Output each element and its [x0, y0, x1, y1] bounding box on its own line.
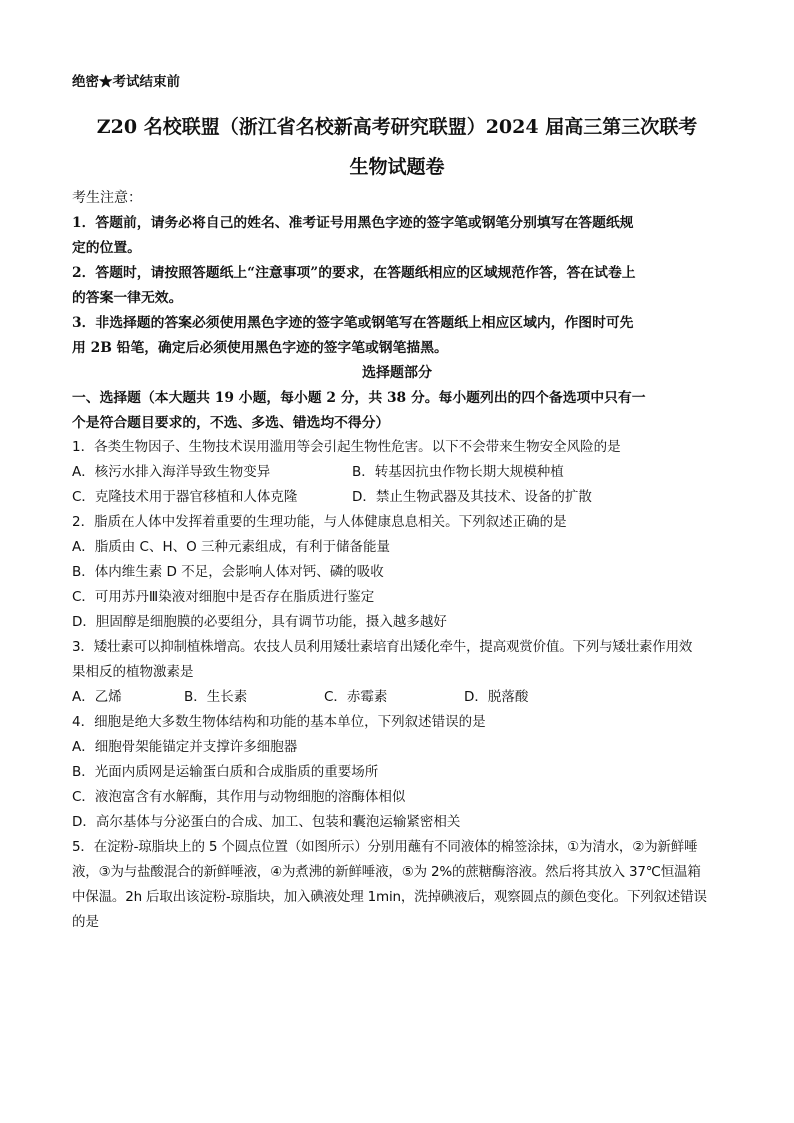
q5-stem-line-4: 的是	[72, 914, 99, 930]
q2-option-c: C．可用苏丹Ⅲ染液对细胞中是否存在脂质进行鉴定	[72, 589, 375, 605]
notice-item-1-line-1: 1．答题前，请务必将自己的姓名、准考证号用黑色字迹的签字笔或钢笔分别填写在答题纸规	[72, 215, 634, 231]
q4-option-d: D．高尔基体与分泌蛋白的合成、加工、包装和囊泡运输紧密相关	[72, 814, 461, 830]
q4-stem: 4．细胞是绝大多数生物体结构和功能的基本单位，下列叙述错误的是	[72, 714, 486, 730]
exam-title: Z20 名校联盟（浙江省名校新高考研究联盟）2024 届高三第三次联考	[96, 116, 698, 138]
notice-item-2-line-2: 的答案一律无效。	[72, 290, 183, 306]
q1-option-b: B．转基因抗虫作物长期大规模种植	[352, 464, 564, 480]
q3-stem-line-1: 3．矮壮素可以抑制植株增高。农技人员利用矮壮素培育出矮化牵牛，提高观赏价值。下列与矮壮素作用效	[72, 639, 693, 655]
q4-option-b: B．光面内质网是运输蛋白质和合成脂质的重要场所	[72, 764, 379, 780]
notice-item-3-line-1: 3．非选择题的答案必须使用黑色字迹的签字笔或钢笔写在答题纸上相应区域内，作图时可先	[72, 315, 634, 331]
q5-stem-line-1: 5．在淀粉-琼脂块上的 5 个圆点位置（如图所示）分别用蘸有不同液体的棉签涂抹，①为清水，②为新鲜唾	[72, 839, 698, 855]
q5-stem-line-2: 液，③为与盐酸混合的新鲜唾液，④为煮沸的新鲜唾液，⑤为 2%的蔗糖酶溶液。然后将其放入 37℃恒温箱	[72, 864, 701, 880]
q1-option-d: D．禁止生物武器及其技术、设备的扩散	[352, 489, 592, 505]
q2-stem: 2．脂质在人体中发挥着重要的生理功能，与人体健康息息相关。下列叙述正确的是	[72, 514, 567, 530]
notice-item-3-line-2: 用 2B 铅笔，确定后必须使用黑色字迹的签字笔或钢笔描黑。	[72, 340, 448, 356]
q2-option-a: A．脂质由 C、H、O 三种元素组成，有利于储备能量	[72, 539, 391, 555]
q4-option-c: C．液泡富含有水解酶，其作用与动物细胞的溶酶体相似	[72, 789, 406, 805]
q3-option-d: D．脱落酸	[464, 689, 529, 705]
notice-item-1-line-2: 定的位置。	[72, 240, 141, 256]
q3-option-a: A．乙烯	[72, 689, 122, 705]
q1-stem: 1．各类生物因子、生物技术误用滥用等会引起生物性危害。以下不会带来生物安全风险的是	[72, 439, 621, 455]
q1-option-a: A．核污水排入海洋导致生物变异	[72, 464, 271, 480]
q1-option-c: C．克隆技术用于器官移植和人体克隆	[72, 489, 298, 505]
notice-item-2-line-1: 2．答题时，请按照答题纸上“注意事项”的要求，在答题纸相应的区域规范作答，答在试卷上	[72, 265, 636, 281]
q3-option-c: C．赤霉素	[324, 689, 388, 705]
q3-option-b: B．生长素	[184, 689, 248, 705]
section-heading-line-1: 一、选择题（本大题共 19 小题，每小题 2 分，共 38 分。每小题列出的四个备选项中只有一	[72, 390, 646, 406]
section-part-title: 选择题部分	[362, 365, 432, 381]
exam-subtitle: 生物试题卷	[349, 156, 445, 178]
confidential-label: 绝密★考试结束前	[72, 74, 180, 90]
q4-option-a: A．细胞骨架能锚定并支撑许多细胞器	[72, 739, 298, 755]
notice-heading: 考生注意：	[72, 190, 142, 206]
q2-option-d: D．胆固醇是细胞膜的必要组分，具有调节功能，摄入越多越好	[72, 614, 447, 630]
q3-stem-line-2: 果相反的植物激素是	[72, 664, 194, 680]
section-heading-line-2: 个是符合题目要求的，不选、多选、错选均不得分）	[72, 415, 390, 431]
q2-option-b: B．体内维生素 D 不足，会影响人体对钙、磷的吸收	[72, 564, 384, 580]
q5-stem-line-3: 中保温。2h 后取出该淀粉-琼脂块，加入碘液处理 1min，洗掉碘液后，观察圆点的颜色变化。下列叙述错误	[72, 889, 707, 905]
